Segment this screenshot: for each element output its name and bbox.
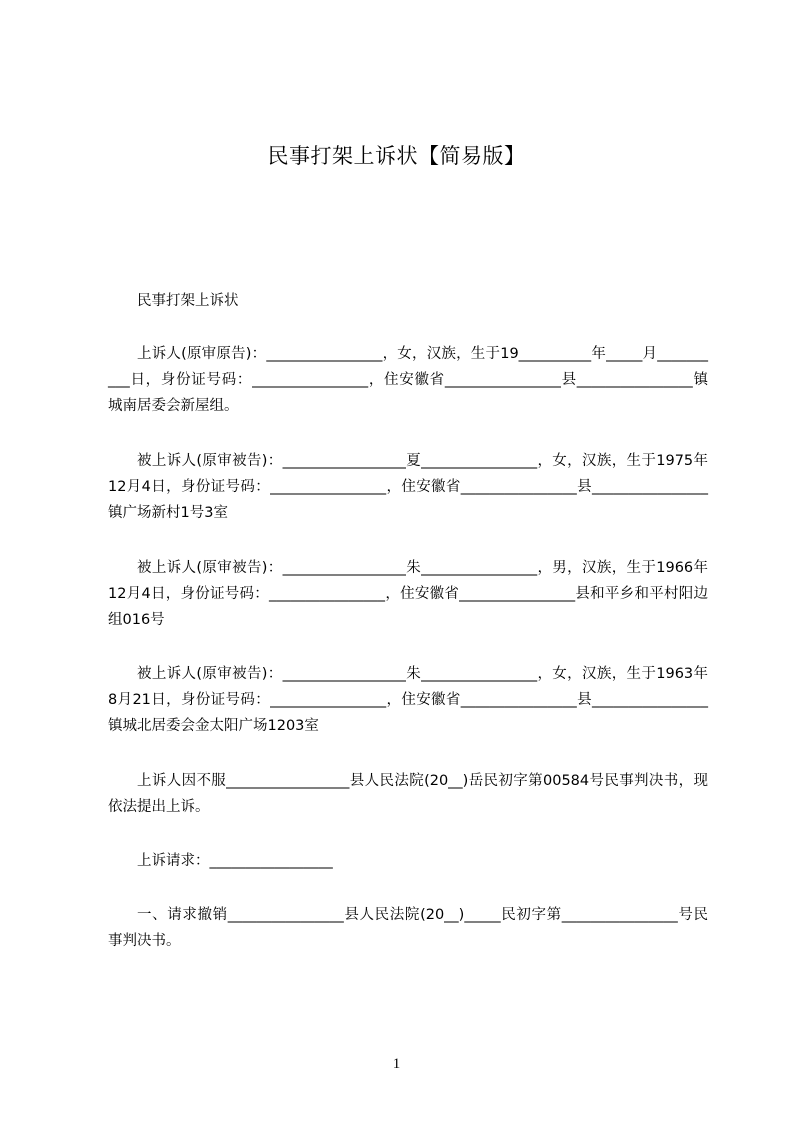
appellee-2-paragraph: 被上诉人(原审被告)：_________________朱________________，男，汉族，生于1966年12月4日，身份证号码：________________，住安徽省________________县和平乡和平村阳边组016号	[108, 560, 708, 628]
request-label: 上诉请求：_________________	[137, 853, 333, 869]
page-number: 1	[392, 1056, 401, 1072]
appellant-paragraph: 上诉人(原审原告)：________________，女，汉族，生于19__________年_____月__________日，身份证号码：________________，住安徽省________________县________________镇城南居委会新屋组。	[108, 346, 708, 414]
document-heading: 民事打架上诉状	[137, 293, 239, 309]
dissatisfaction-paragraph: 上诉人因不服_________________县人民法院(20__)岳民初字第00584号民事判决书，现依法提出上诉。	[108, 773, 708, 815]
request-item-1: 一、请求撤销________________县人民法院(20__)_____民初字第________________号民事判决书。	[108, 907, 708, 949]
appellee-1-paragraph: 被上诉人(原审被告)：_________________夏________________，女，汉族，生于1975年12月4日，身份证号码：________________，住安徽省________________县________________镇广场新村1号3室	[108, 453, 708, 521]
document-title: 民事打架上诉状【简易版】	[267, 144, 526, 168]
appellee-3-paragraph: 被上诉人(原审被告)：_________________朱________________，女，汉族，生于1963年8月21日，身份证号码：________________，住安徽省________________县________________镇城北居委会金太阳广场1203室	[108, 666, 708, 734]
